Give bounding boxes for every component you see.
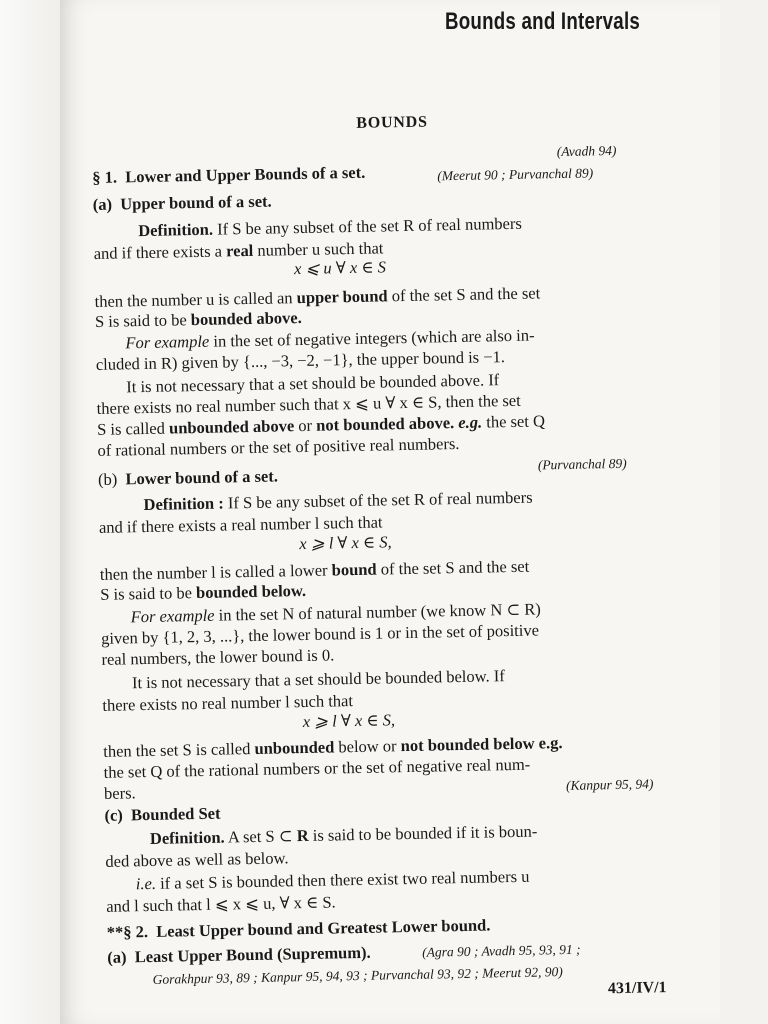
page-margin-shadow (0, 0, 62, 1024)
running-header: Bounds and Intervals (445, 8, 641, 35)
reference: (Meerut 90 ; Purvanchal 89) (437, 165, 594, 184)
text-line: S is said to be bounded above. (94, 307, 302, 331)
text-line: there exists no real number such that x ⩽ u ∀ x ∈ S, then the set (96, 390, 521, 418)
text-line: and l such that l ⩽ x ⩽ u, ∀ x ∈ S. (106, 892, 336, 916)
part-c-heading: (c) Bounded Set (104, 803, 221, 825)
text-line: i.e. if a set S is bounded then there exist two real numbers u (135, 866, 530, 894)
subsection-1-heading: § 1. Lower and Upper Bounds of a set. (92, 162, 366, 187)
book-page (60, 0, 720, 1024)
text-line: S is called unbounded above or not bounded above. e.g. the set Q (96, 411, 546, 439)
text-line: then the set S is called unbounded below or not bounded below e.g. (103, 733, 563, 761)
text-line: It is not necessary that a set should be bounded above. If (126, 370, 500, 397)
text-line: and if there exists a real number u such that (93, 238, 384, 263)
text-line: the set Q of the rational numbers or the set of negative real num- (103, 754, 531, 782)
text-line: Definition : If S be any subset of the set R of real numbers (143, 487, 533, 515)
text-line: given by {1, 2, 3, ...}, the lower bound is 1 or in the set of positive (100, 620, 540, 648)
reference: (Kanpur 95, 94) (565, 776, 654, 793)
text-line: bers. (103, 783, 136, 803)
text-line: For example in the set of negative integers (which are also in- (125, 325, 535, 353)
inequality: x ⩾ l ∀ x ∈ S, (299, 532, 392, 554)
text-line: For example in the set N of natural number (we know N ⊂ R) (130, 599, 542, 627)
text-line: there exists no real number l such that (102, 691, 354, 715)
reference: Gorakhpur 93, 89 ; Kanpur 95, 94, 93 ; Purvanchal 93, 92 ; Meerut 92, 90) (152, 964, 563, 987)
text-line: real numbers, the lower bound is 0. (101, 645, 335, 669)
part-2a-heading: (a) Least Upper Bound (Supremum). (107, 942, 371, 967)
page-content (90, 48, 700, 998)
reference: (Agra 90 ; Avadh 95, 93, 91 ; (422, 941, 581, 960)
text-line: ded above as well as below. (105, 848, 289, 871)
inequality: x ⩽ u ∀ x ∈ S (293, 257, 387, 279)
text-line: and if there exists a real number l such that (98, 512, 383, 537)
text-line: then the number l is called a lower bound of the set S and the set (99, 556, 530, 584)
text-line: It is not necessary that a set should be bounded below. If (131, 666, 505, 693)
subsection-2-heading: **§ 2. Least Upper bound and Greatest Lower bound. (106, 915, 491, 942)
reference: (Avadh 94) (556, 142, 617, 160)
inequality: x ⩾ l ∀ x ∈ S, (302, 710, 396, 732)
reference: (Purvanchal 89) (537, 455, 627, 473)
text-line: S is said to be bounded below. (100, 580, 307, 604)
part-b-heading: (b) Lower bound of a set. (97, 466, 279, 489)
page-number: 431/IV/1 (607, 979, 667, 998)
text-line: then the number u is called an upper bound of the set S and the set (94, 283, 541, 311)
section-heading: BOUNDS (356, 113, 428, 132)
text-line: of rational numbers or the set of positive real numbers. (97, 433, 460, 460)
part-a-heading: (a) Upper bound of a set. (92, 191, 272, 214)
text-line: Definition. If S be any subset of the set R of real numbers (138, 213, 522, 241)
text-line: Definition. A set S ⊂ R is said to be bounded if it is boun- (149, 821, 538, 848)
text-line: cluded in R) given by {..., −3, −2, −1}, the upper bound is −1. (95, 347, 506, 374)
